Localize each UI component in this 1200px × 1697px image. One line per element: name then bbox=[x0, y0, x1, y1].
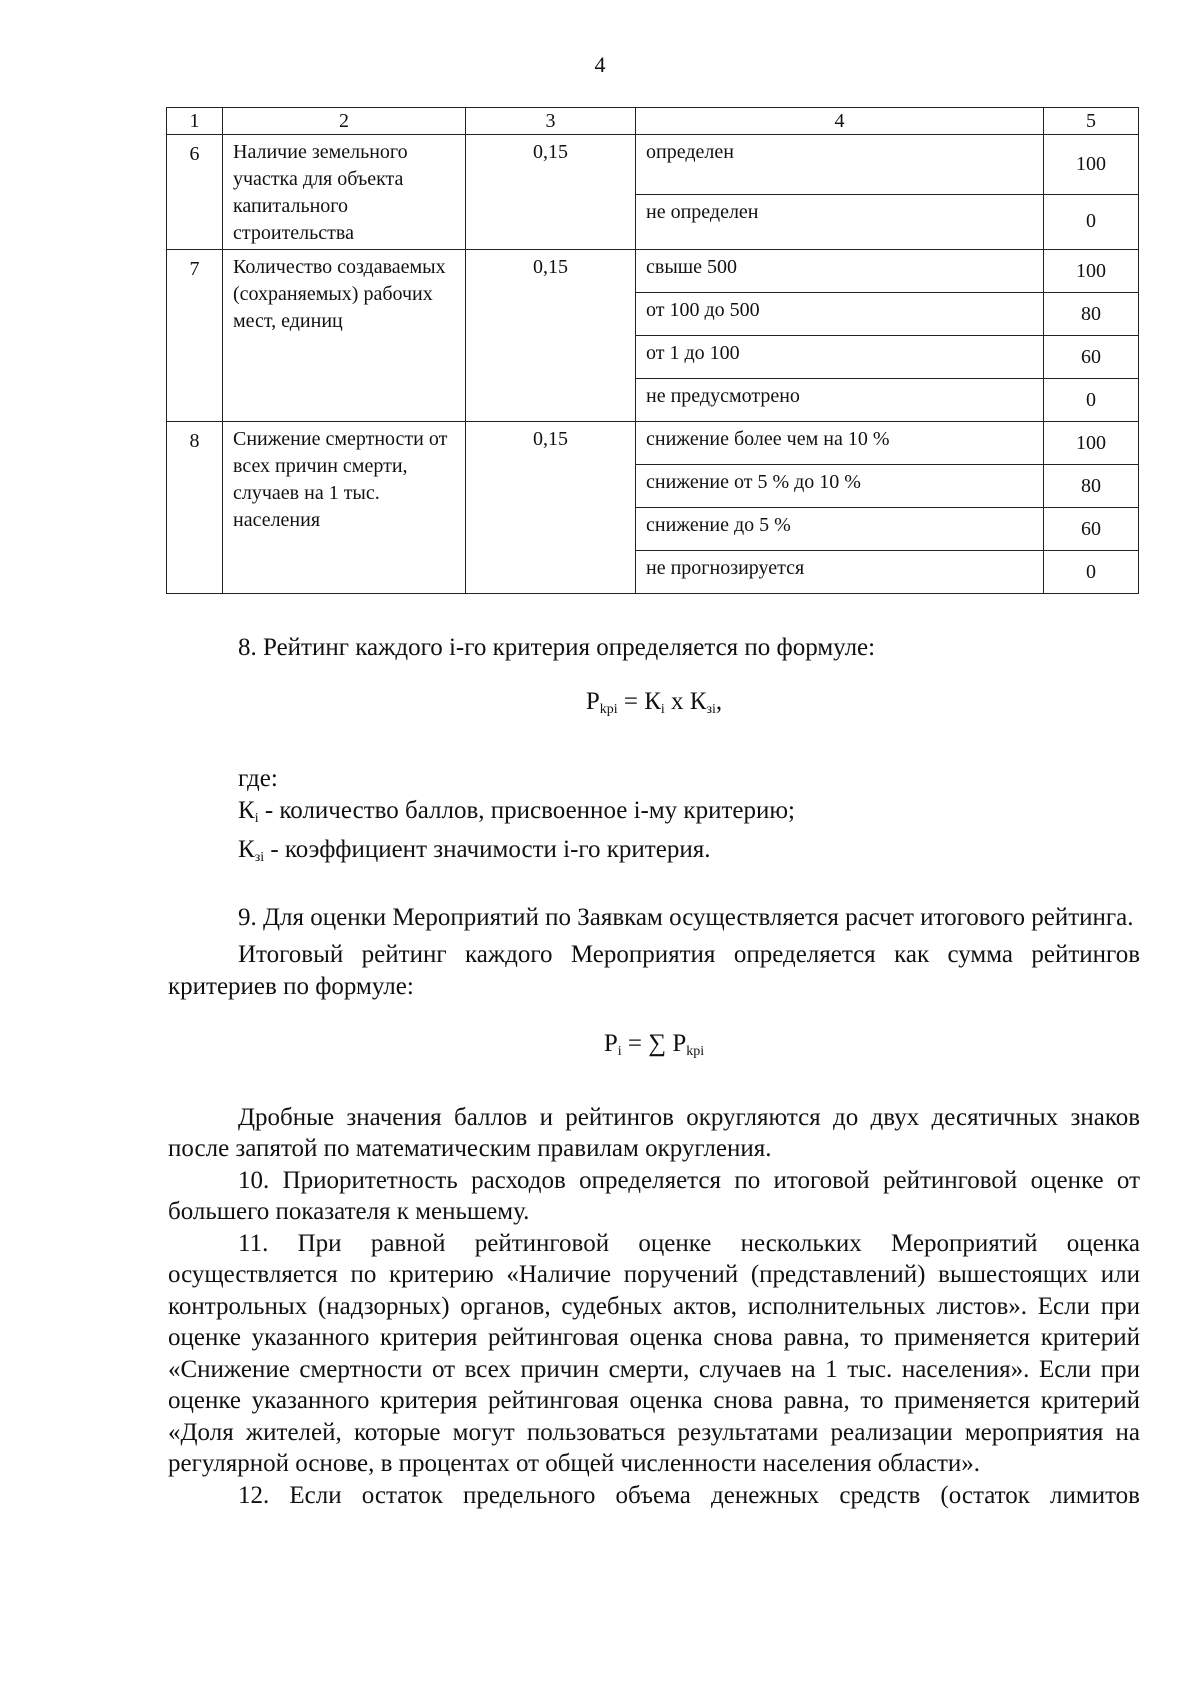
formula-subscript: kpi bbox=[599, 701, 618, 717]
option-condition: не предусмотрено bbox=[636, 379, 1044, 422]
formula-subscript: kpi bbox=[686, 1044, 705, 1059]
header-col-5: 5 bbox=[1044, 108, 1139, 135]
formula-symbol: Р bbox=[585, 687, 600, 715]
definition-symbol: К bbox=[238, 796, 255, 824]
option-score: 60 bbox=[1044, 508, 1139, 551]
header-col-3: 3 bbox=[466, 108, 636, 135]
option-condition: не определен bbox=[636, 194, 1044, 249]
formula-symbol: = ∑ Р bbox=[621, 1030, 687, 1057]
definition-text: - коэффициент значимости i-го критерия. bbox=[264, 836, 711, 863]
table-header-row bbox=[167, 108, 1139, 135]
row-number: 8 bbox=[167, 422, 223, 594]
row-number: 6 bbox=[167, 135, 223, 250]
formula-symbol: = К bbox=[617, 687, 661, 715]
formula-total-rating bbox=[168, 1028, 1140, 1068]
option-score: 0 bbox=[1044, 379, 1139, 422]
definition-symbol: К bbox=[238, 836, 255, 863]
table-row bbox=[167, 135, 1139, 195]
option-condition: определен bbox=[636, 135, 1044, 195]
option-score: 0 bbox=[1044, 551, 1139, 594]
paragraph-8: 8. Рейтинг каждого i-го критерия определяется по формуле: bbox=[238, 634, 876, 661]
option-condition: снижение более чем на 10 % bbox=[636, 422, 1044, 465]
option-score: 0 bbox=[1044, 194, 1139, 249]
table-row bbox=[167, 250, 1139, 293]
definition-subscript: зi bbox=[254, 850, 265, 865]
formula-symbol: Р bbox=[603, 1030, 618, 1057]
paragraph-9: 9. Для оценки Мероприятий по Заявкам осуществляется расчет итогового рейтинга. bbox=[238, 903, 1134, 931]
criterion-coefficient: 0,15 bbox=[466, 135, 636, 250]
where-label: где: bbox=[238, 765, 278, 792]
option-condition: не прогнозируется bbox=[636, 551, 1044, 594]
criterion-name: Количество создаваемых (сохраняемых) рабочих мест, единиц bbox=[223, 250, 466, 422]
formula-subscript: i bbox=[660, 701, 665, 717]
paragraph-9-total-rating: Итоговый рейтинг каждого Мероприятия определяется как сумма рейтингов критериев по формуле: bbox=[168, 941, 1140, 1000]
option-score: 100 bbox=[1044, 250, 1139, 293]
header-col-4: 4 bbox=[636, 108, 1044, 135]
formula-criterion-rating bbox=[168, 686, 1140, 726]
criterion-name: Наличие земельного участка для объекта капитального строительства bbox=[223, 135, 466, 250]
formula-symbol: x К bbox=[664, 687, 707, 715]
definition-ki bbox=[168, 795, 1140, 835]
definition-text: - количество баллов, присвоенное i-му критерию; bbox=[258, 796, 795, 824]
definition-kzi bbox=[168, 834, 1140, 874]
criterion-coefficient: 0,15 bbox=[466, 250, 636, 422]
definition-subscript: i bbox=[254, 810, 259, 826]
table-row bbox=[167, 422, 1139, 465]
paragraph-10: 10. Приоритетность расходов определяется по итоговой рейтинговой оценке от большего показателя к меньшему. bbox=[168, 1166, 1140, 1225]
criterion-coefficient: 0,15 bbox=[466, 422, 636, 594]
paragraph-12: 12. Если остаток предельного объема денежных средств (остаток лимитов bbox=[238, 1481, 1140, 1509]
option-score: 80 bbox=[1044, 465, 1139, 508]
option-condition: от 1 до 100 bbox=[636, 336, 1044, 379]
page-number: 4 bbox=[594, 52, 606, 77]
paragraph-rounding: Дробные значения баллов и рейтингов округляются до двух десятичных знаков после запятой по математическим правилам округления. bbox=[168, 1103, 1140, 1162]
option-condition: свыше 500 bbox=[636, 250, 1044, 293]
document-body bbox=[168, 632, 1140, 1511]
formula-symbol: , bbox=[715, 687, 723, 715]
option-condition: от 100 до 500 bbox=[636, 293, 1044, 336]
paragraph-11: 11. При равной рейтинговой оценке нескольких Мероприятий оценка осуществляется по критерию «Наличие поручений (представлений) вышестоящих или контрольных (надзорных) органов, судебных актов, исполнительных листов». Если при оценке указанного критерия рейтинговая оценка снова равна, то применяется критерий «Снижение смертности от всех причин смерти, случаев на 1 тыс. населения». Если при оценке указанного критерия рейтинговая оценка снова равна, то применяется критерий «Доля жителей, которые могут пользоваться результатами реализации мероприятия на регулярной основе, в процентах от общей численности населения области». bbox=[168, 1229, 1140, 1477]
option-condition: снижение до 5 % bbox=[636, 508, 1044, 551]
option-score: 100 bbox=[1044, 135, 1139, 195]
option-score: 100 bbox=[1044, 422, 1139, 465]
formula-subscript: зi bbox=[706, 701, 716, 717]
row-number: 7 bbox=[167, 250, 223, 422]
header-col-2: 2 bbox=[223, 108, 466, 135]
criterion-name: Снижение смертности от всех причин смерти, случаев на 1 тыс. населения bbox=[223, 422, 466, 594]
option-score: 80 bbox=[1044, 293, 1139, 336]
option-condition: снижение от 5 % до 10 % bbox=[636, 465, 1044, 508]
criteria-table bbox=[166, 107, 1139, 594]
formula-subscript: i bbox=[617, 1044, 622, 1059]
header-col-1: 1 bbox=[167, 108, 223, 135]
option-score: 60 bbox=[1044, 336, 1139, 379]
